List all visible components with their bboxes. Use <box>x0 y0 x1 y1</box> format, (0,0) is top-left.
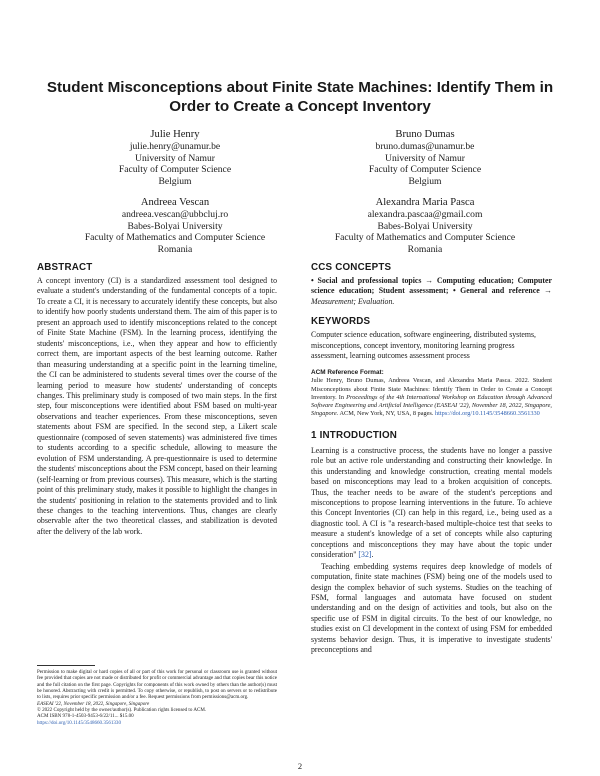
author-block-4 <box>300 196 550 255</box>
ccs-term: ; Student assessment <box>371 286 446 296</box>
author-email: bruno.dumas@unamur.be <box>375 141 475 152</box>
isbn-text: ACM ISBN 978-1-4503-9453-6/22/11... $15.00 <box>37 713 134 720</box>
author-department: Faculty of Computer Science <box>368 164 482 176</box>
introduction-paragraph <box>311 446 552 561</box>
page-number: 2 <box>297 761 303 771</box>
ccs-term: → Measurement; Evaluation. <box>311 286 552 306</box>
author-email: andreea.vescan@ubbcluj.ro <box>121 209 229 220</box>
author-country: Belgium <box>408 175 442 187</box>
author-country: Romania <box>157 243 193 255</box>
keywords-text: Computer science education, software engineering, distributed systems, misconceptions, concept inventory, monitoring learning progress assessment, learning outcomes assessment process <box>311 330 537 361</box>
ccs-term: ; Computer science education <box>311 276 552 296</box>
footnote-doi-link[interactable]: https://doi.org/10.1145/3548660.3561330 <box>37 719 121 726</box>
author-block-2 <box>300 128 550 187</box>
right-column <box>311 262 552 656</box>
intro-text: . <box>371 550 374 560</box>
permission-text: Permission to make digital or hard copies of all or part of this work for personal or classroom use is granted without fee provided that copies are not made or distributed for profit or commercial advantage and that copies bear this notice and the full citation on the first page. Copyrights for components of this work owned by others than the author(s) must be honored. Abstracting with credit is permitted. To copy otherwise, or republish, to post on servers or to redistribute to lists, requires prior specific permission and/or a fee. Request permissions from permissions@acm.org. <box>37 669 277 701</box>
author-email: julie.henry@unamur.be <box>129 141 221 152</box>
paper-title: Student Misconceptions about Finite State Machines: Identify Them in Order to Create a Concept Inventory <box>46 79 554 115</box>
footnote-divider <box>37 665 95 666</box>
ccs-heading: CCS CONCEPTS <box>311 262 392 273</box>
author-institution: Babes-Bolyai University <box>127 220 223 232</box>
author-department: Faculty of Computer Science <box>118 164 232 176</box>
intro-text: Learning is a constructive process, the students have no longer a passive role but an active role understanding and constructing their knowledge. In this understanding and knowledge construction, creating mental models based on misconceptions may lead to a broken acquisition of concepts. Thus, the teacher needs to be aware of the student's perceptions and misconceptions to propose learning interventions in the future. To achieve this Concept Inventories (CI) can help in this regard, i.e., being used as a diagnostic tool. A CI is "a research-based multiple-choice test that seeks to measure a student's knowledge of a set of concepts while also capturing conceptions and misconceptions they may have about the topic under consideration" <box>311 445 552 560</box>
ccs-term: • Social and professional topics → Computing education <box>311 276 512 285</box>
reference-proceedings: Proceedings of the 4th International Workshop on Education through Advanced Software Engineering and Artificial Intelligence (EASEAI '22), November 18, 2022, Singapore, Singapore. <box>311 393 552 418</box>
author-institution: Babes-Bolyai University <box>377 220 473 232</box>
author-department: Faculty of Mathematics and Computer Science <box>84 232 266 244</box>
author-name: Alexandra Maria Pasca <box>375 197 475 208</box>
author-name: Julie Henry <box>150 129 200 140</box>
citation-link[interactable]: [32] <box>358 550 372 560</box>
reference-format-heading: ACM Reference Format: <box>311 369 384 377</box>
author-country: Romania <box>407 243 443 255</box>
abstract-heading: ABSTRACT <box>37 262 93 273</box>
author-block-1 <box>50 128 300 187</box>
author-email: alexandra.pascaa@gmail.com <box>367 209 483 220</box>
keywords-heading: KEYWORDS <box>311 316 371 328</box>
reference-doi-link[interactable]: https://doi.org/10.1145/3548660.3561330 <box>435 410 540 418</box>
author-name: Andreea Vescan <box>140 197 210 208</box>
reference-format-text <box>311 377 552 418</box>
reference-authors: Julie Henry, Bruno Dumas, Andreea Vescan, and Alexandra Maria Pasca. 2022. Student Misconceptions about Finite State Machines: Identify Them in Order to Create a Concept Inventory. In <box>311 377 552 401</box>
author-institution: University of Namur <box>385 152 465 164</box>
ccs-concepts <box>311 276 552 307</box>
abstract-text: A concept inventory (CI) is a standardized assessment tool designed to evaluate a student's understanding of the fundamental concepts of a topic. To create a CI, it is necessary to accurately identify these concepts, but also to identify how poorly students understand them. The aim of this paper is to present an approach used to identify misconceptions related to the concept of Finite State Machine (FSM). In the learning process, identifying the students' misconceptions, i.e., when they appear and how to efficiently correct them, are important aspects of the best learning outcome. Rather than measuring understanding at a specific point in the learning timeline, the CI can be administered to students several times over the course of the learning period to measure how students' understanding of concepts changes. This preliminary study is composed of two main steps. In the first step, four misconceptions were identified about FSM based on multi-year observations and teacher experiences. From these misconceptions, seven statements about FSM are specified. In the second step, a Likert scale questionnaire (composed of seven statements) was administered five times to students according to a specific schedule, allowing to measure the evolution of FSM understanding. A pre-questionnaire is used to determine the students' misconceptions about the FSM concept, based on their learning (self-learning or from previous courses). This measure, which is the starting point of this preliminary study, makes it possible to highlight the changes in the students' positioning in relation to the statements provided and to link these changes to the teaching interventions. Thus, changes are clearly observable after the two theoretical classes, and stabilization is devoted after the delivery of the lab work. <box>37 276 277 536</box>
introduction-section <box>311 430 552 656</box>
ccs-term: ; • General and reference <box>445 286 540 296</box>
author-institution: University of Namur <box>135 152 215 164</box>
author-name: Bruno Dumas <box>395 129 455 140</box>
copyright-text: © 2022 Copyright held by the owner/author(s). Publication rights licensed to ACM. <box>37 707 207 714</box>
author-department: Faculty of Mathematics and Computer Science <box>334 232 516 244</box>
introduction-paragraph: Teaching embedding systems requires deep knowledge of models of computation, finite state machines (FSM) being one of the models used to design the complex behavior of such systems. Studies on the teaching of FSM, formal languages and automata have focused on student understanding and on the design of activities and tools, but also on the specific use of FSM in digital circuits. To the best of our knowledge, no studies exist on CI development in the context of using FSM for embedded systems behavior design. Thus, it is imperative to investigate students' preconceptions and <box>311 561 552 655</box>
venue-text: EASEAI '22, November 18, 2022, Singapore, Singapore <box>37 700 150 707</box>
permission-footnote <box>37 669 277 726</box>
reference-tail: ACM, New York, NY, USA, 8 pages. <box>338 410 436 418</box>
introduction-heading: 1 INTRODUCTION <box>311 429 398 441</box>
author-country: Belgium <box>158 175 192 187</box>
author-block-3 <box>50 196 300 255</box>
left-column <box>37 262 277 537</box>
